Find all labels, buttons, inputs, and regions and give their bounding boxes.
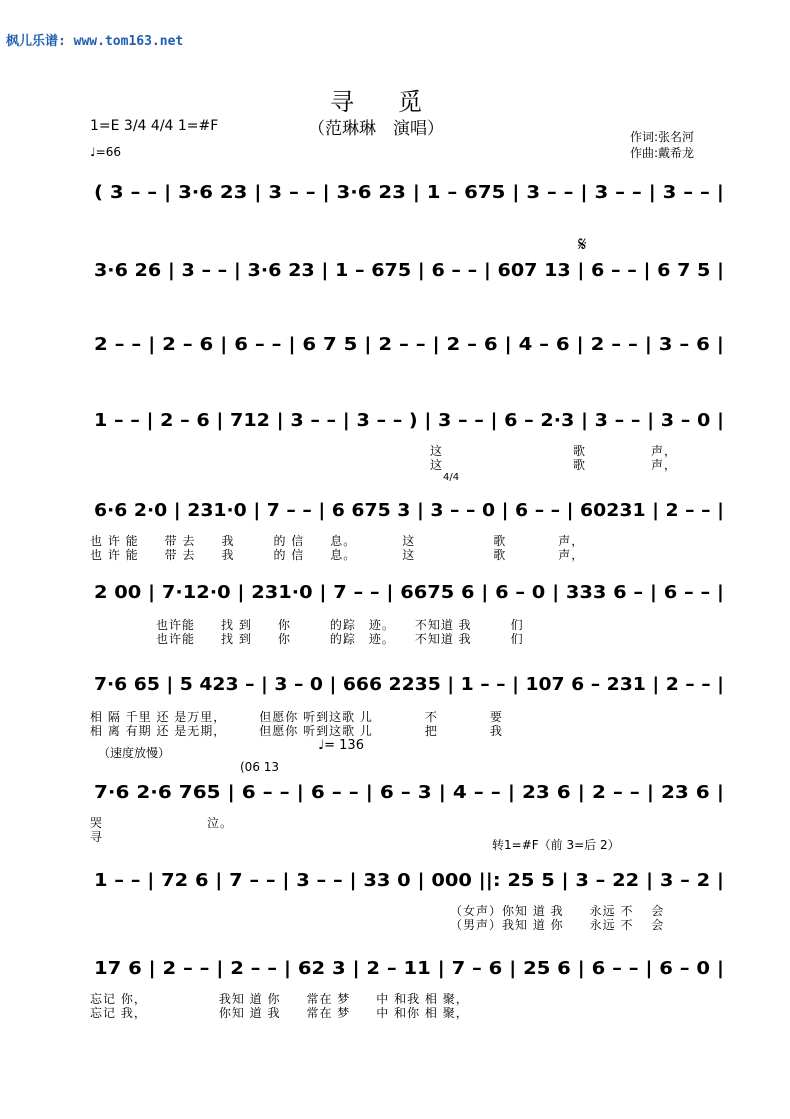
notation-text: 2 – – | 2 – 6 | 6 – – | 6 7 5 | 2 – – | 2 – 6 | 4 – 6 | 2 – – | 3 – 6 |	[94, 334, 724, 355]
notation-line	[90, 248, 730, 288]
notation-text: 2 00 | 7·12·0 | 231·0 | 7 – – | 6675 6 | 6 – 0 | 333 6 – | 6 – – |	[94, 582, 724, 603]
tempo-change-note: （速度放慢）	[98, 746, 171, 760]
notation-line	[90, 488, 730, 528]
notation-text: 6·6 2·0 | 231·0 | 7 – – | 6 675 3 | 3 – – 0 | 6 – – | 60231 | 2 – – |	[94, 500, 724, 521]
notation-text: ( 3 – – | 3·6 23 | 3 – – | 3·6 23 | 1 – 675 | 3 – – | 3 – – | 3 – – |	[94, 182, 724, 203]
notation-line	[90, 570, 730, 610]
lyricist-credit: 作词:张名河	[630, 130, 695, 144]
notation-text: 7·6 2·6 765 | 6 – – | 6 – – | 6 – 3 | 4 – – | 23 6 | 2 – – | 23 6 |	[94, 782, 724, 803]
notation-line	[90, 662, 730, 702]
lyric-line-1	[90, 212, 730, 228]
notation-text: 1 – – | 2 – 6 | 712 | 3 – – | 3 – – ) | 3 – – | 6 – 2·3 | 3 – – | 3 – 0 |	[94, 410, 724, 431]
tempo-mark: ♩=66	[90, 145, 121, 159]
notation-line	[90, 398, 730, 438]
song-title: 寻觅	[330, 88, 466, 116]
segno-sign: 𝄋	[578, 232, 587, 256]
song-subtitle: （范琳琳 演唱）	[308, 119, 444, 139]
composer-credit: 作曲:戴希龙	[630, 146, 695, 160]
site-watermark: 枫儿乐谱: www.tom163.net	[6, 34, 184, 49]
notation-line	[90, 946, 730, 986]
lyric-line-2: 也 许 能 带 去 我 的 信 息。 这 歌 声，	[90, 548, 585, 562]
lyric-line-1: （女声）你知 道 我 永远 不 会	[450, 904, 665, 918]
lyric-line-1: 哭 泣。	[90, 816, 234, 830]
notation-text: 1 – – | 72 6 | 7 – – | 3 – – | 33 0 | 000 ||: 25 5 | 3 – 22 | 3 – 2 |	[94, 870, 724, 891]
lyric-line-1: 忘记 你， 我知 道 你 常在 梦 中 和我 相 聚，	[90, 992, 469, 1006]
key-signature: 1=E 3/4 4/4 1=#F	[90, 118, 219, 134]
lyric-line-2: 也许能 找 到 你 的踪 迹。 不知道 我 们	[156, 632, 524, 646]
lyric-line-1: 这 歌 声，	[430, 444, 678, 458]
lyric-line-2: 忘记 我， 你知 道 我 常在 梦 中 和你 相 聚，	[90, 1006, 469, 1020]
notation-line	[90, 770, 730, 810]
modulation-note: 转1=#F（前 3=后 2）	[492, 838, 620, 852]
tempo-mark-2: ♩= 136	[318, 738, 364, 753]
notation-text: 17 6 | 2 – – | 2 – – | 62 3 | 2 – 11 | 7 – 6 | 25 6 | 6 – – | 6 – 0 |	[94, 958, 725, 979]
notation-text: 7·6 65 | 5 423 – | 3 – 0 | 666 2235 | 1 – – | 107 6 – 231 | 2 – – |	[94, 674, 724, 695]
intro-notes: (06 13	[240, 760, 280, 774]
notation-line	[90, 858, 730, 898]
lyric-line-2: 相 离 有期 还 是无期， 但愿你 听到这歌 儿 把 我	[90, 724, 503, 738]
lyric-line-1: 也 许 能 带 去 我 的 信 息。 这 歌 声，	[90, 534, 585, 548]
notation-text: 3·6 26 | 3 – – | 3·6 23 | 1 – 675 | 6 – – | 607 13 | 6 – – | 6 7 5 |	[94, 260, 724, 281]
notation-line	[90, 322, 730, 362]
lyric-line-2	[90, 227, 730, 243]
lyric-line-2: 寻	[90, 830, 104, 844]
lyric-line-2: （男声）我知 道 你 永远 不 会	[450, 918, 665, 932]
notation-line	[90, 170, 730, 210]
lyric-line-1: 也许能 找 到 你 的踪 迹。 不知道 我 们	[156, 618, 524, 632]
time-signature-change: 4/4	[443, 472, 460, 483]
music-row-7	[90, 662, 730, 772]
lyric-line-2: 这 歌 声，	[430, 458, 678, 472]
lyric-line-1: 相 隔 千里 还 是万里， 但愿你 听到这歌 儿 不 要	[90, 710, 503, 724]
music-row-10	[90, 946, 730, 1056]
